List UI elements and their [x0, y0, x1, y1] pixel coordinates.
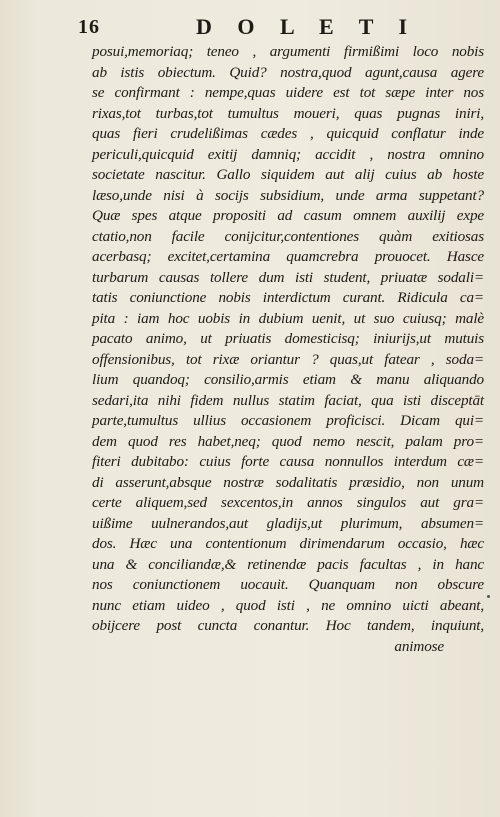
text-line: una & conciliandæ,& retinendæ pacis facultas , in hanc: [92, 555, 484, 573]
page-header: [0, 12, 500, 40]
text-line: sedari,ita nihi fidem nullus statim faciat, qua isti disceptāt: [92, 391, 484, 409]
running-head: D O L E T I: [196, 14, 418, 39]
text-line: posui,memoriaq; teneo , argumenti firmißimi loco nobis: [92, 43, 484, 60]
text-line: parte,tumultus ullius occasionem proficisci. Dicam qui=: [92, 412, 484, 429]
text-line: Quæ spes atque propositi ad casum omnem auxilij expe: [92, 207, 484, 224]
text-line: di asserunt,absque nostræ sodalitatis præsidio, non unum: [92, 473, 484, 491]
text-line: se confirmant : nempe,quas uidere est tot sæpe inter nos: [92, 84, 484, 101]
text-line: nos coniunctionem uocauit. Quanquam non obscure: [92, 576, 484, 593]
page-number: 16: [78, 16, 100, 38]
text-line: nunc etiam uideo , quod isti , ne omnino uicti abeant,: [92, 596, 484, 614]
text-line: ctatio,non facile conijcitur,contentiones quàm exitiosas: [92, 227, 484, 245]
body-text: [92, 42, 484, 657]
text-line: fiteri dubitabo: cuius forte causa nonnullos interdum cæ=: [92, 453, 484, 470]
text-line: lium quandoq; consilio,armis etiam & manu aliquando: [92, 371, 484, 388]
text-line: dem quod res habet,neq; quod nemo nescit, palam pro=: [92, 432, 484, 450]
text-line: offensionibus, tot rixæ oriantur ? quas,ut fatear , soda=: [92, 350, 484, 368]
text-line: obijcere post cuncta conantur. Hoc tandem, inquiunt,: [92, 617, 484, 634]
text-line: periculi,quicquid exitij damniq; accidit , nostra omnino: [92, 145, 484, 163]
text-line: turbarum causas tollere dum isti student, priuatæ sodali=: [92, 268, 484, 286]
text-line: dos. Hæc una contentionum dirimendarum occasio, hæc: [92, 535, 484, 552]
text-line: pita : iam hoc uobis in dubium uenit, ut suo cuiusq; malè: [92, 309, 484, 327]
text-line: acerbasq; excitet,certamina quamcrebra prouocet. Hasce: [92, 248, 484, 265]
text-line: tatis coniunctione nobis interdictum curant. Ridicula ca=: [92, 289, 484, 306]
text-line: societate nascitur. Gallo siquidem aut alij cuius ab hoste: [92, 166, 484, 183]
text-line: animose: [394, 637, 444, 655]
text-line: pacato animo, ut priuatis domesticisq; iniurijs,ut mutuis: [92, 330, 484, 347]
text-line: uißime uulnerandos,aut gladijs,ut plurimum, absumen=: [92, 514, 484, 532]
text-line: ab istis obiectum. Quid? nostra,quod agunt,causa agere: [92, 63, 484, 81]
margin-mark: [487, 595, 490, 598]
text-line: quas fieri crudelißimas cædes , quicquid conflatur inde: [92, 125, 484, 142]
text-line: certe aliquem,sed sexcentos,in annos singulos aut gra=: [92, 494, 484, 511]
text-line: læso,unde nisi à socijs subsidium, unde arma suppetant?: [92, 186, 484, 204]
text-line: rixas,tot turbas,tot tumultus moueri, quas pugnas iniri,: [92, 104, 484, 122]
